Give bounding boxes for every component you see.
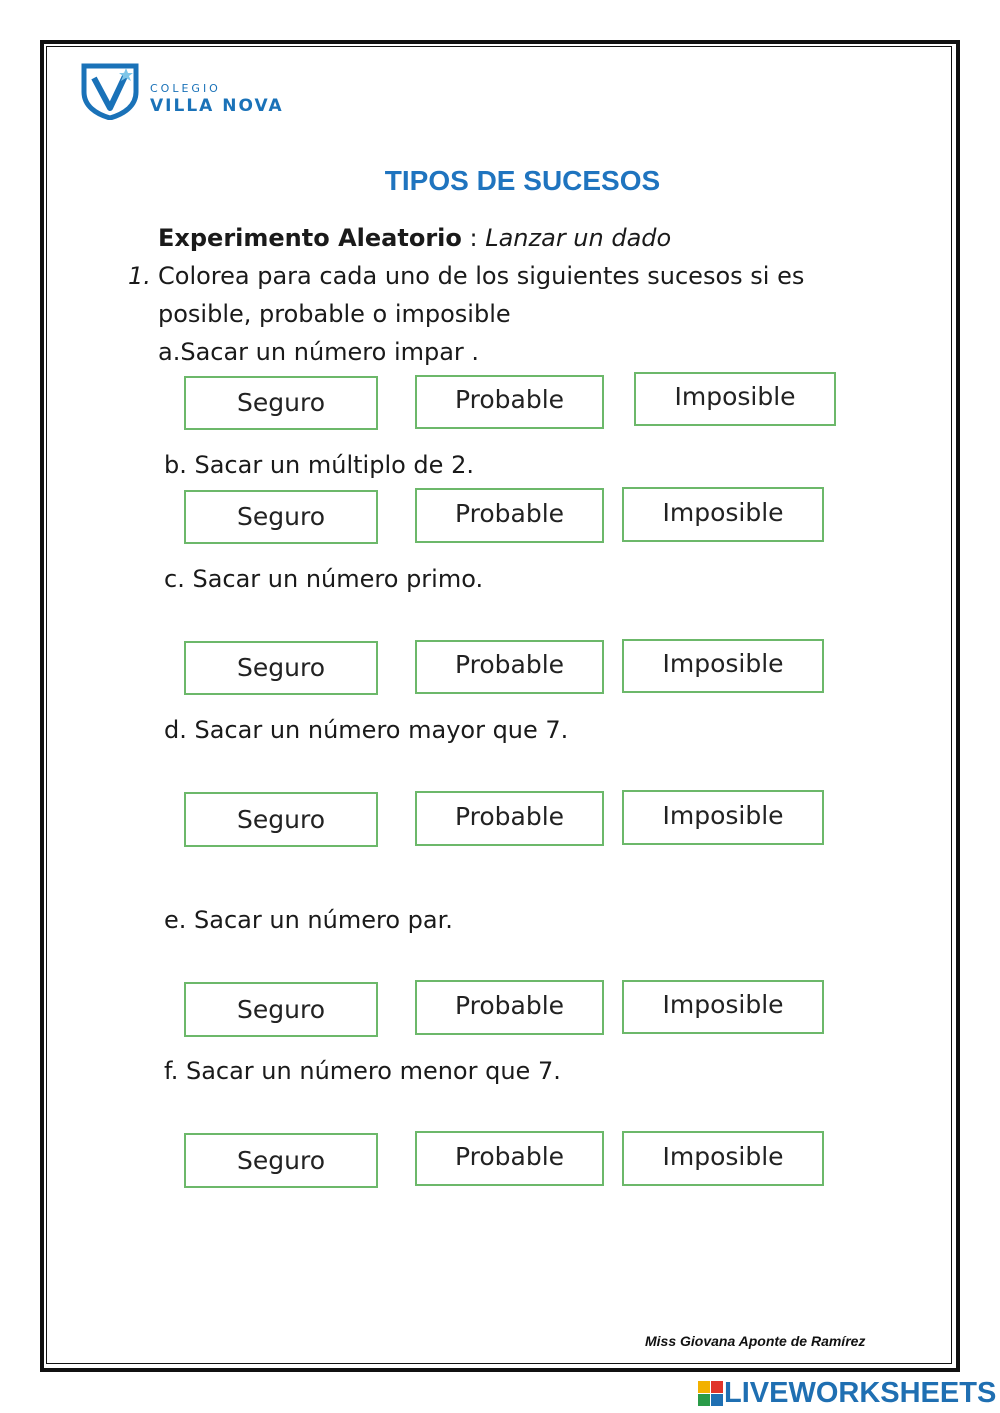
option-c-probable[interactable]: Probable xyxy=(415,640,604,694)
page-title: TIPOS DE SUCESOS xyxy=(384,165,661,196)
option-b-imposible[interactable]: Imposible xyxy=(622,487,824,542)
question-c: c. Sacar un número primo. xyxy=(164,565,484,593)
option-b-seguro[interactable]: Seguro xyxy=(184,490,378,544)
author-credit: Miss Giovana Aponte de Ramírez xyxy=(645,1333,866,1349)
logo-small-text: COLEGIO xyxy=(150,82,221,95)
school-logo xyxy=(80,62,300,122)
liveworksheets-text: LIVEWORKSHEETS xyxy=(724,1377,997,1409)
question-e: e. Sacar un número par. xyxy=(164,906,453,934)
option-d-seguro[interactable]: Seguro xyxy=(184,792,378,847)
experiment-line xyxy=(158,224,671,252)
experiment-value: Lanzar un dado xyxy=(485,224,672,252)
question-d: d. Sacar un número mayor que 7. xyxy=(164,716,569,744)
liveworksheets-logo-icon xyxy=(698,1381,724,1407)
liveworksheets-watermark xyxy=(698,1377,998,1409)
instruction-number: 1. xyxy=(128,262,151,290)
option-f-seguro[interactable]: Seguro xyxy=(184,1133,378,1188)
experiment-label: Experimento Aleatorio xyxy=(158,224,462,252)
option-c-imposible[interactable]: Imposible xyxy=(622,639,824,693)
option-d-imposible[interactable]: Imposible xyxy=(622,790,824,845)
option-a-seguro[interactable]: Seguro xyxy=(184,376,378,430)
experiment-sep: : xyxy=(461,224,486,252)
option-e-probable[interactable]: Probable xyxy=(415,980,604,1035)
option-d-probable[interactable]: Probable xyxy=(415,791,604,846)
option-a-imposible[interactable]: Imposible xyxy=(634,372,836,426)
option-c-seguro[interactable]: Seguro xyxy=(184,641,378,695)
option-a-probable[interactable]: Probable xyxy=(415,375,604,429)
option-f-probable[interactable]: Probable xyxy=(415,1131,604,1186)
logo-big-text: VILLA NOVA xyxy=(150,96,284,116)
option-e-imposible[interactable]: Imposible xyxy=(622,980,824,1034)
question-b: b. Sacar un múltiplo de 2. xyxy=(164,451,474,479)
question-f: f. Sacar un número menor que 7. xyxy=(164,1057,561,1085)
option-f-imposible[interactable]: Imposible xyxy=(622,1131,824,1186)
school-shield-icon xyxy=(80,62,142,120)
option-b-probable[interactable]: Probable xyxy=(415,488,604,543)
instruction-line-1: Colorea para cada uno de los siguientes sucesos si es xyxy=(158,262,805,290)
instruction-line-2: posible, probable o imposible xyxy=(158,300,511,328)
option-e-seguro[interactable]: Seguro xyxy=(184,982,378,1037)
question-a: a.Sacar un número impar . xyxy=(158,338,480,366)
